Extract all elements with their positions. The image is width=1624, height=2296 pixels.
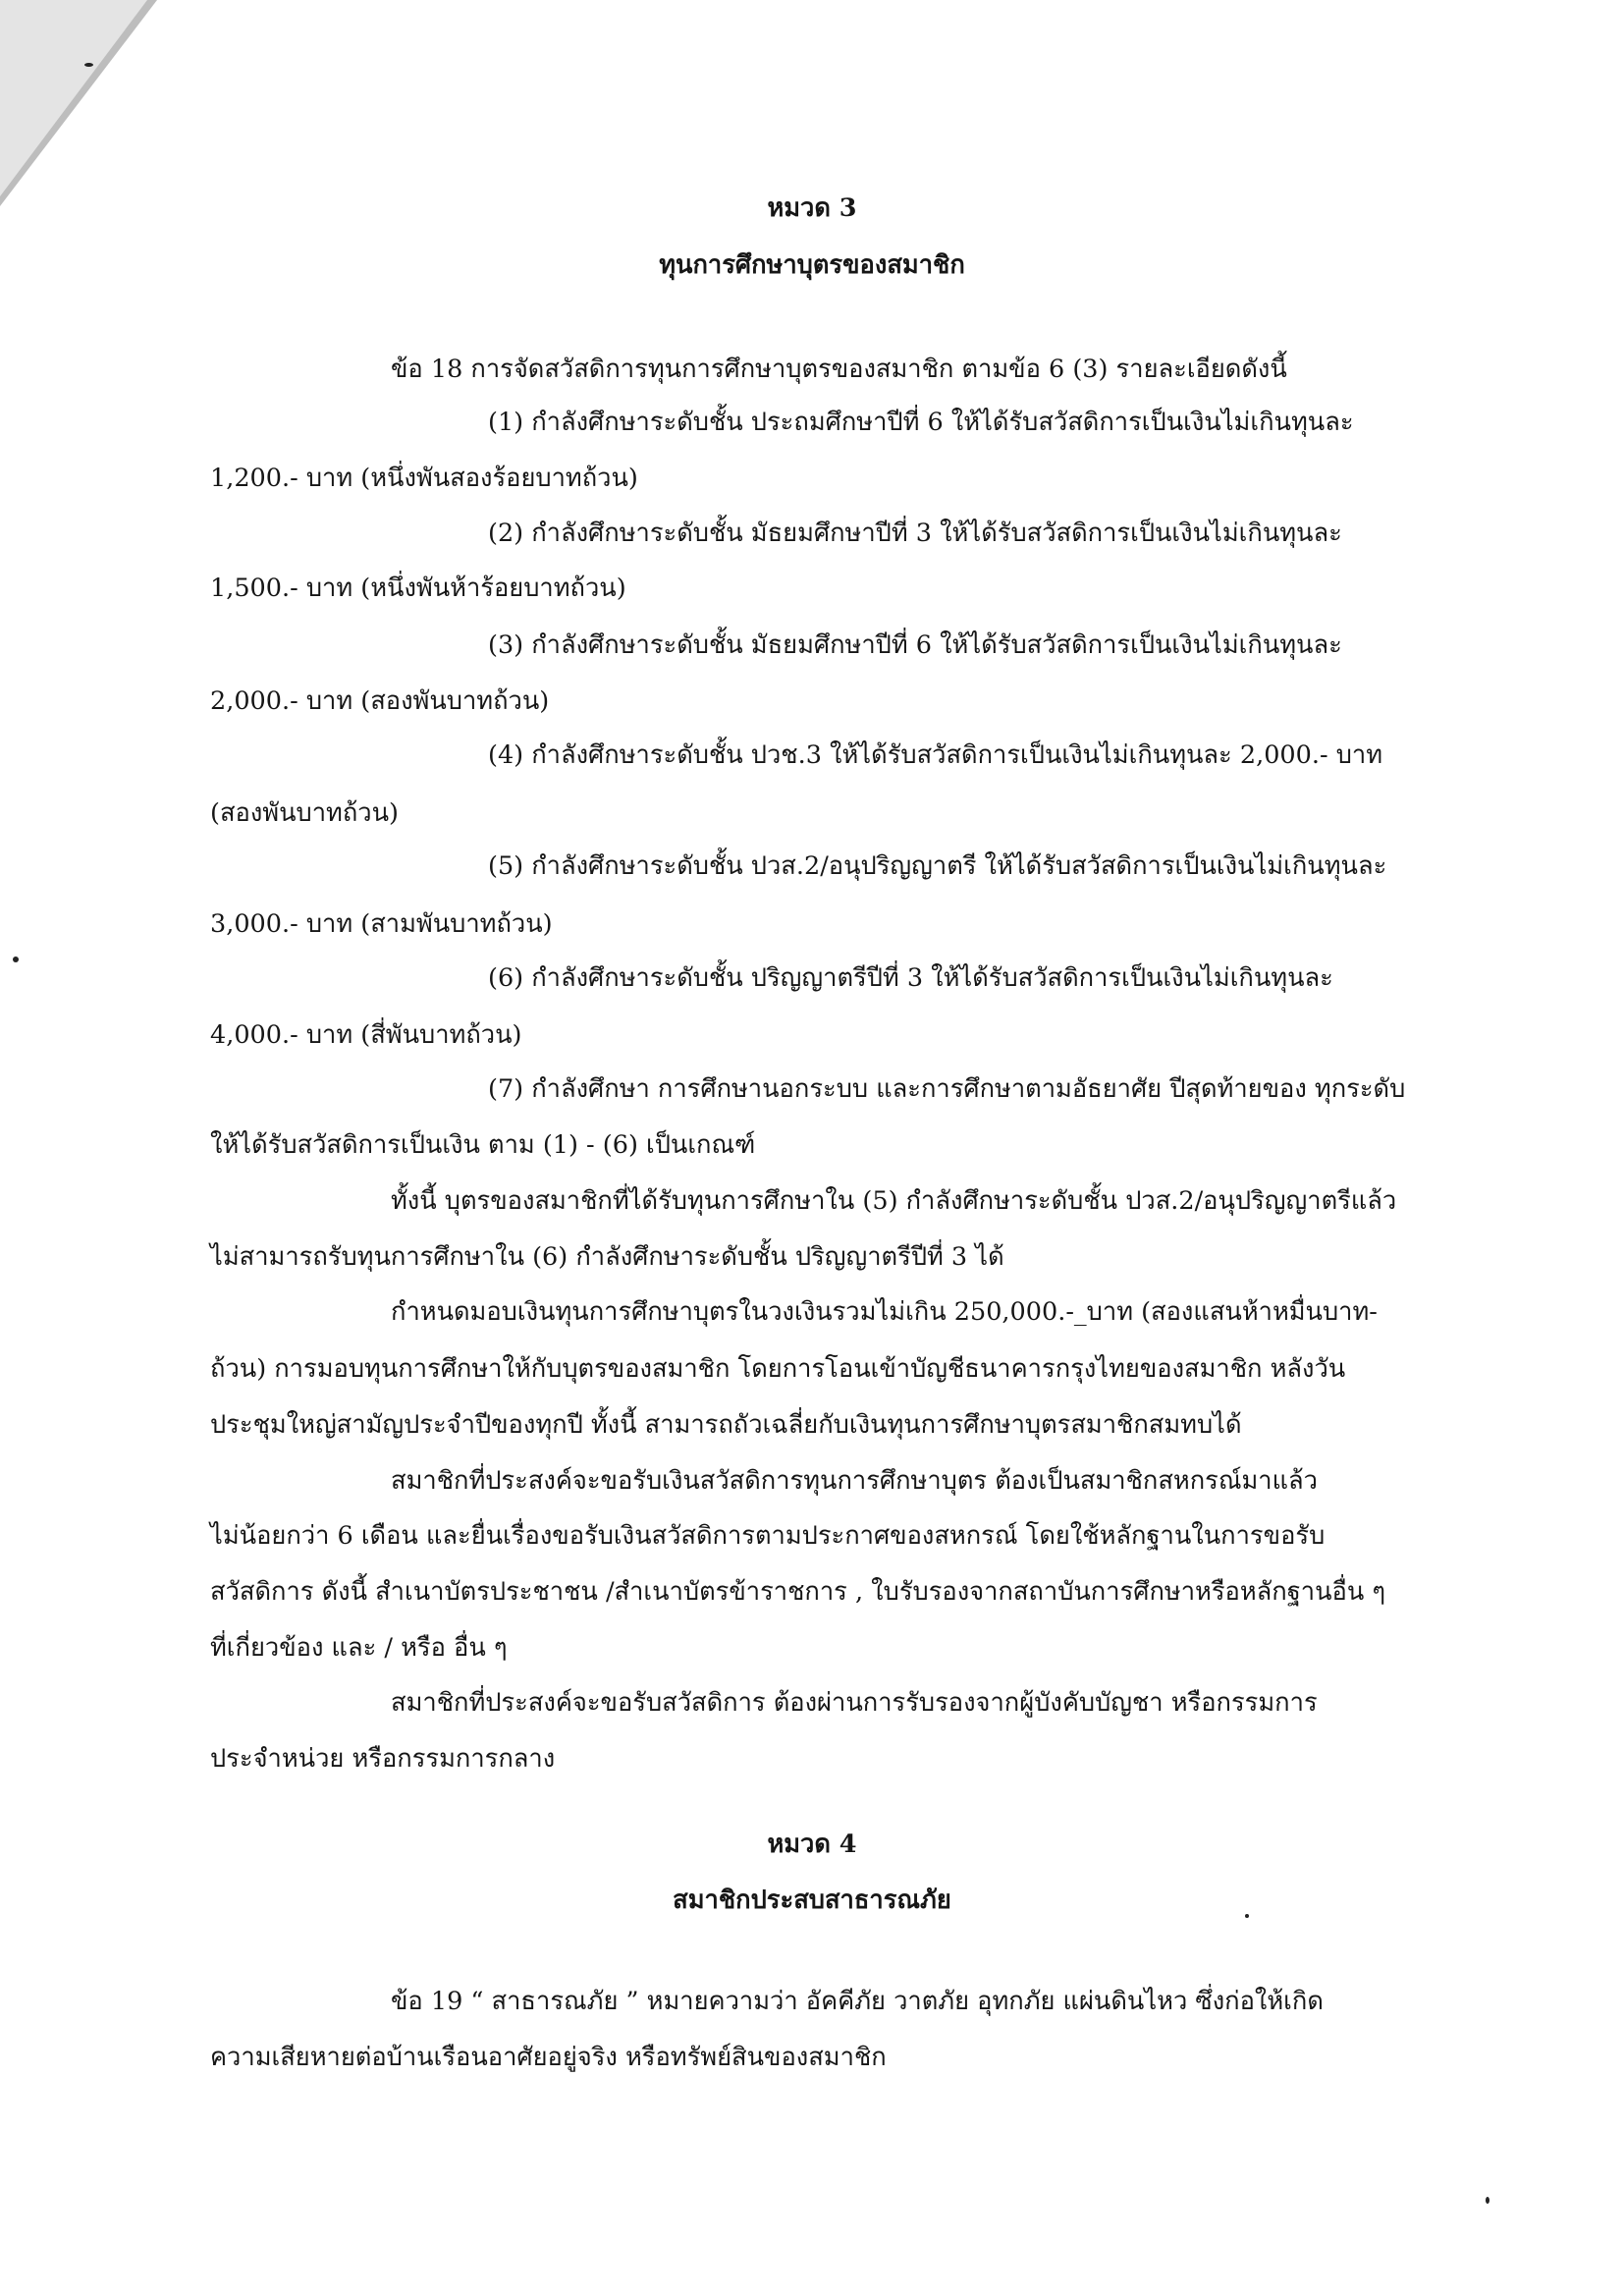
article-18-item-1-line: (1) กำลังศึกษาระดับชั้น ประถมศึกษาปีที่ 6 ให้ได้รับสวัสดิการเป็นเงินไม่เกินทุนละ	[488, 408, 1354, 437]
section-3-title: ทุนการศึกษาบุตรของสมาชิก	[659, 250, 965, 280]
article-19-line-1: ข้อ 19 “ สาธารณภัย ” หมายความว่า อัคคีภัย วาตภัย อุทกภัย แผ่นดินไหว ซึ่งก่อให้เกิด	[391, 1987, 1324, 2016]
scan-speck	[1245, 1914, 1249, 1918]
article-18-item-3-amount: 2,000.- บาท (สองพันบาทถ้วน)	[210, 686, 550, 716]
article-18-note-line-1: ทั้งนี้ บุตรของสมาชิกที่ได้รับทุนการศึกษาใน (5) กำลังศึกษาระดับชั้น ปวส.2/อนุปริญญาตรีแล้ว	[391, 1186, 1397, 1216]
article-18-approval-line-2: ประจำหน่วย หรือกรรมการกลาง	[210, 1744, 556, 1774]
article-18-item-2-line: (2) กำลังศึกษาระดับชั้น มัธยมศึกษาปีที่ 3 ให้ได้รับสวัสดิการเป็นเงินไม่เกินทุนละ	[488, 519, 1342, 548]
article-18-item-6-line: (6) กำลังศึกษาระดับชั้น ปริญญาตรีปีที่ 3 ให้ได้รับสวัสดิการเป็นเงินไม่เกินทุนละ	[488, 963, 1333, 993]
article-19-line-2: ความเสียหายต่อบ้านเรือนอาศัยอยู่จริง หรือทรัพย์สินของสมาชิก	[210, 2043, 887, 2072]
section-3-heading: หมวด 3	[767, 193, 857, 223]
article-18-item-1-amount: 1,200.- บาท (หนึ่งพันสองร้อยบาทถ้วน)	[210, 464, 638, 493]
article-18-item-4-amount: (สองพันบาทถ้วน)	[210, 798, 399, 828]
scan-speck	[13, 957, 19, 962]
article-18-item-3-line: (3) กำลังศึกษาระดับชั้น มัธยมศึกษาปีที่ 6 ให้ได้รับสวัสดิการเป็นเงินไม่เกินทุนละ	[488, 630, 1342, 660]
article-18-eligibility-line-1: สมาชิกที่ประสงค์จะขอรับเงินสวัสดิการทุนการศึกษาบุตร ต้องเป็นสมาชิกสหกรณ์มาแล้ว	[391, 1466, 1318, 1496]
scan-speck	[84, 63, 93, 67]
article-18-budget-line-2: ถ้วน) การมอบทุนการศึกษาให้กับบุตรของสมาชิก โดยการโอนเข้าบัญชีธนาคารกรุงไทยของสมาชิก หลังวัน	[210, 1354, 1346, 1384]
article-18-item-7-continuation: ให้ได้รับสวัสดิการเป็นเงิน ตาม (1) - (6) เป็นเกณฑ์	[210, 1130, 756, 1160]
section-4-title: สมาชิกประสบสาธารณภัย	[673, 1886, 951, 1915]
article-18-approval-line-1: สมาชิกที่ประสงค์จะขอรับสวัสดิการ ต้องผ่านการรับรองจากผู้บังคับบัญชา หรือกรรมการ	[391, 1688, 1318, 1718]
article-18-budget-line-3: ประชุมใหญ่สามัญประจำปีของทุกปี ทั้งนี้ สามารถถัวเฉลี่ยกับเงินทุนการศึกษาบุตรสมาชิกสมทบได้	[210, 1410, 1242, 1440]
article-18-item-6-amount: 4,000.- บาท (สี่พันบาทถ้วน)	[210, 1020, 522, 1050]
article-18-item-5-amount: 3,000.- บาท (สามพันบาทถ้วน)	[210, 909, 553, 939]
article-18-eligibility-line-4: ที่เกี่ยวข้อง และ / หรือ อื่น ๆ	[210, 1633, 508, 1663]
article-18-note-line-2: ไม่สามารถรับทุนการศึกษาใน (6) กำลังศึกษาระดับชั้น ปริญญาตรีปีที่ 3 ได้	[210, 1242, 1004, 1272]
scan-folded-corner-inner	[0, 0, 147, 196]
article-18-item-5-line: (5) กำลังศึกษาระดับชั้น ปวส.2/อนุปริญญาตรี ให้ได้รับสวัสดิการเป็นเงินไม่เกินทุนละ	[488, 851, 1387, 881]
article-18-line: ข้อ 18 การจัดสวัสดิการทุนการศึกษาบุตรของสมาชิก ตามข้อ 6 (3) รายละเอียดดังนี้	[391, 355, 1287, 384]
article-18-item-4-line: (4) กำลังศึกษาระดับชั้น ปวช.3 ให้ได้รับสวัสดิการเป็นเงินไม่เกินทุนละ 2,000.- บาท	[488, 740, 1383, 770]
article-18-budget-line-1: กำหนดมอบเงินทุนการศึกษาบุตรในวงเงินรวมไม่เกิน 250,000.-_บาท (สองแสนห้าหมื่นบาท-	[391, 1297, 1378, 1327]
article-18-eligibility-line-2: ไม่น้อยกว่า 6 เดือน และยื่นเรื่องขอรับเงินสวัสดิการตามประกาศของสหกรณ์ โดยใช้หลักฐานในการขอรับ	[210, 1521, 1326, 1551]
section-4-heading: หมวด 4	[767, 1830, 857, 1859]
article-18-item-2-amount: 1,500.- บาท (หนึ่งพันห้าร้อยบาทถ้วน)	[210, 574, 626, 603]
article-18-item-7-line: (7) กำลังศึกษา การศึกษานอกระบบ และการศึกษาตามอัธยาศัย ปีสุดท้ายของ ทุกระดับ	[488, 1074, 1406, 1104]
article-18-eligibility-line-3: สวัสดิการ ดังนี้ สำเนาบัตรประชาชน /สำเนาบัตรข้าราชการ , ใบรับรองจากสถาบันการศึกษาหรือหลักฐานอื่น ๆ	[210, 1577, 1386, 1607]
scan-speck	[1486, 2197, 1489, 2204]
